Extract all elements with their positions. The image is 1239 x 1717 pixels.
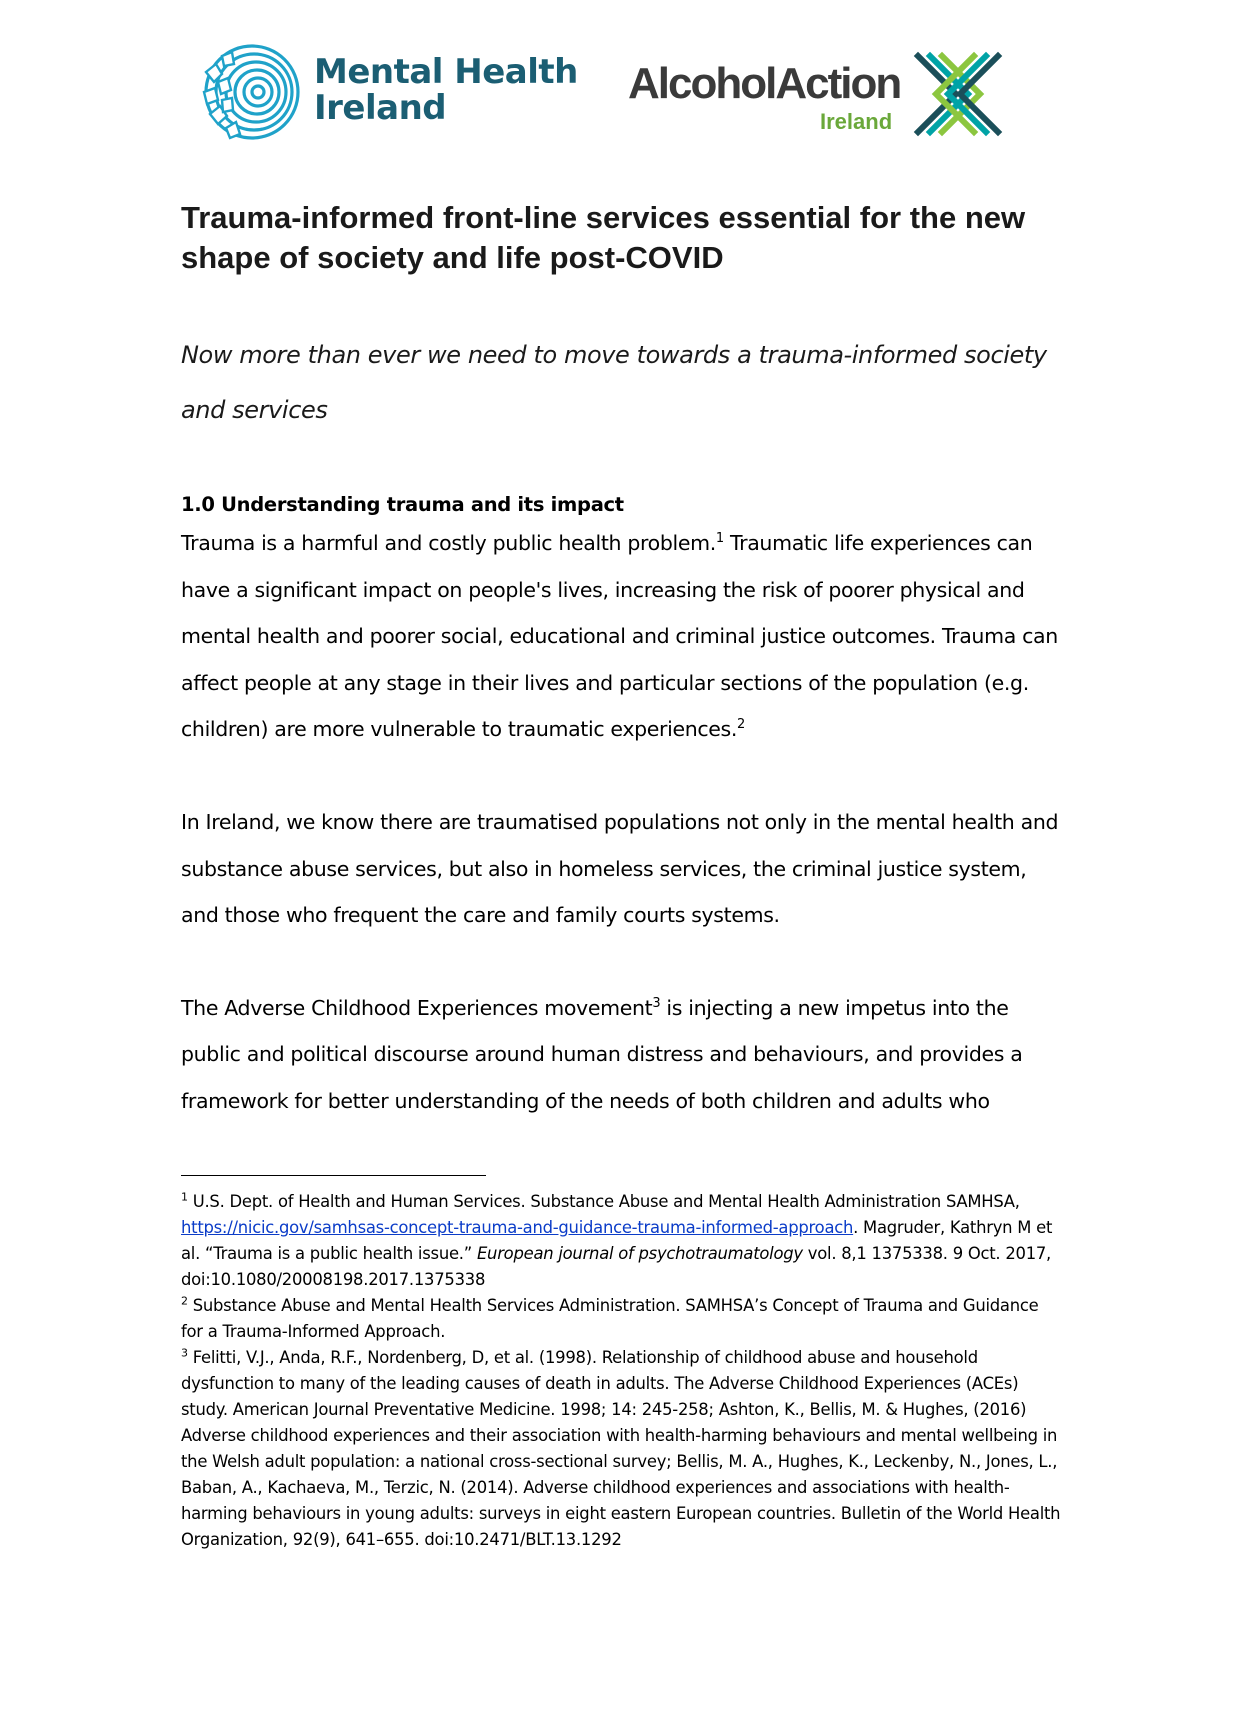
- header-logos: [200, 38, 1040, 148]
- footnote-1-part-a: U.S. Dept. of Health and Human Services. Substance Abuse and Mental Health Administration SAMHSA,: [187, 1192, 1020, 1211]
- mhi-spiral-icon: [200, 42, 300, 142]
- footnote-1-number: 1: [181, 1190, 188, 1204]
- footnote-ref-2[interactable]: 2: [737, 717, 745, 733]
- footnote-1-part-c: vol. 8,1 1375338. 9 Oct. 2017, doi:10.1080/20008198.2017.1375338: [181, 1244, 1052, 1289]
- paragraph-1: [181, 520, 1061, 753]
- footnote-2-number: 2: [181, 1294, 188, 1308]
- section-heading: 1.0 Understanding trauma and its impact: [181, 493, 624, 516]
- alcohol-action-ireland-logo: [628, 54, 1028, 154]
- footnote-separator: [181, 1175, 486, 1176]
- footnote-3-text: Felitti, V.J., Anda, R.F., Nordenberg, D, et al. (1998). Relationship of childhood abuse and household dysfunction to many of the leading causes of death in adults. The Adverse Childhood Experiences (ACEs) study. American Journal Preventative Medicine. 1998; 14: 245-258; Ashton, K., Bellis, M. & Hughes, (2016) Adverse childhood experiences and their association with health-harming behaviours and mental wellbeing in the Welsh adult population: a national cross-sectional survey; Bellis, M. A., Hughes, K., Leckenby, N., Jones, L., Baban, A., Kachaeva, M., Terzic, N. (2014). Adverse childhood experiences and associations with health-harming behaviours in young adults: surveys in eight eastern European countries. Bulletin of the World Health Organization, 92(9), 641–655. doi:10.2471/BLT.13.1292: [181, 1348, 1061, 1549]
- document-title: Trauma-informed front-line services essential for the new shape of society and life post-COVID: [181, 200, 1026, 275]
- footnote-ref-1[interactable]: 1: [715, 531, 724, 547]
- footnote-3: [181, 1345, 1061, 1553]
- footnote-2: [181, 1293, 1061, 1345]
- document-body: [181, 198, 1061, 1125]
- paragraph-3-part-a: The Adverse Childhood Experiences movement: [181, 995, 653, 1020]
- footnote-2-text: Substance Abuse and Mental Health Services Administration. SAMHSA’s Concept of Trauma and Guidance for a Trauma-Informed Approach.: [181, 1296, 1039, 1341]
- footnote-ref-3[interactable]: 3: [652, 995, 661, 1011]
- mental-health-ireland-logo: [200, 42, 580, 142]
- footnotes: [181, 1189, 1061, 1553]
- mhi-wordmark-line2: Ireland: [314, 88, 447, 128]
- footnote-1-journal: European journal of psychotraumatology: [476, 1244, 803, 1263]
- mhi-wordmark: [314, 54, 578, 126]
- document-subtitle: Now more than ever we need to move towards a trauma-informed society and services: [181, 341, 1047, 424]
- footnote-3-number: 3: [181, 1346, 188, 1360]
- paragraph-1-part-b: Traumatic life experiences can have a significant impact on people's lives, increasing the risk of poorer physical and mental health and poorer social, educational and criminal justice outcomes. Trauma can affect people at any stage in their lives and particular sections of the population (e.g. children) are more vulnerable to traumatic experiences.: [181, 531, 1058, 742]
- aai-wordmark-ireland: Ireland: [820, 109, 893, 134]
- aai-x-icon: [912, 48, 1004, 140]
- paragraph-3: [181, 985, 1061, 1125]
- paragraph-3-part-b: is injecting a new impetus into the public and political discourse around human distress and behaviours, and provides a framework for better understanding of the needs of both children and adults who: [181, 995, 1023, 1113]
- paragraph-1-part-a: Trauma is a harmful and costly public health problem.: [181, 531, 716, 555]
- footnote-1-part-b: . Magruder, Kathryn M et al. “Trauma is a public health issue.”: [181, 1218, 1053, 1263]
- aai-wordmark: AlcoholAction: [628, 59, 901, 108]
- mhi-wordmark-line1: Mental Health: [314, 52, 578, 92]
- footnote-1: [181, 1189, 1061, 1293]
- paragraph-2: In Ireland, we know there are traumatised populations not only in the mental health and substance abuse services, but also in homeless services, the criminal justice system, and those who frequent the care and family courts systems.: [181, 809, 1059, 928]
- footnote-1-link[interactable]: https://nicic.gov/samhsas-concept-trauma-and-guidance-trauma-informed-approach: [181, 1218, 854, 1237]
